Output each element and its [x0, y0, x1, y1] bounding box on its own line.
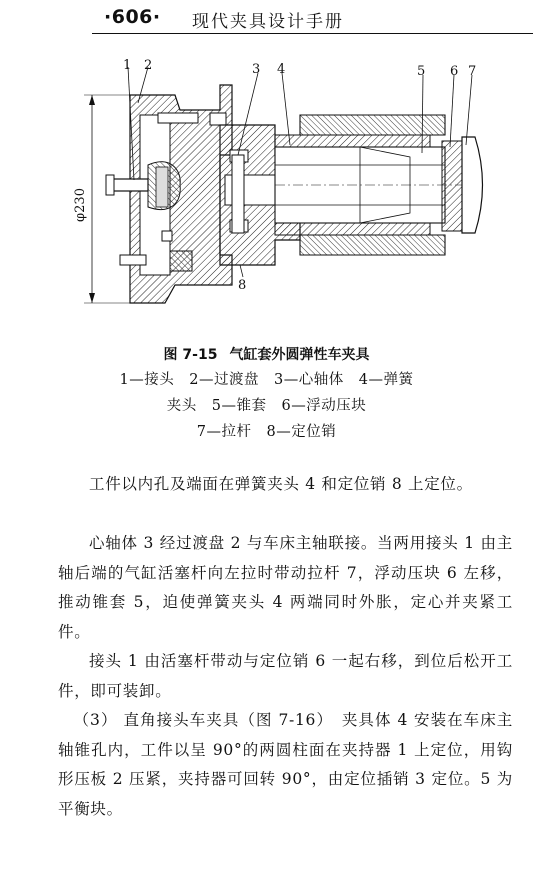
body-paragraph: 接头 1 由活塞杆带动与定位销 6 一起右移，到位后松开工件，即可装卸。	[58, 652, 513, 700]
body-paragraph: 心轴体 3 经过渡盘 2 与车床主轴联接。当两用接头 1 由主轴后端的气缸活塞杆向左拉时带动拉杆 7，浮动压块 6 左移，推动锥套 5，迫使弹簧夹头 4 两端同时外胀，定心并夹紧工件。	[58, 534, 513, 641]
legend-line: 7—拉杆 8—定位销	[196, 424, 337, 440]
body-paragraph: （3） 直角接头车夹具（图 7-16） 夹具体 4 安装在车床主轴锥孔内，工件以呈 90°的两圆柱面在夹持器 1 上定位，用钩形压板 2 压紧，夹持器可回转 90°，由定位插销 3 定位。5 为平衡块。	[58, 711, 513, 818]
figure-caption	[0, 344, 533, 364]
label-part-1: 1	[123, 58, 132, 73]
label-part-2: 2	[144, 58, 153, 73]
header-rule	[92, 33, 533, 34]
floating-press-block	[442, 141, 462, 231]
spring-collet	[275, 135, 465, 235]
label-part-8: 8	[238, 278, 247, 293]
figure-number: 图 7-15	[163, 347, 218, 363]
fixture-drawing-svg	[70, 55, 510, 320]
label-part-5: 5	[417, 64, 426, 79]
book-title: 现代夹具设计手册	[192, 12, 344, 32]
locating-pin	[232, 155, 244, 233]
page-header	[92, 2, 533, 32]
label-part-3: 3	[252, 62, 261, 77]
legend-line: 夹头 5—锥套 6—浮动压块	[166, 398, 367, 414]
figure-7-15-drawing	[70, 55, 510, 320]
pull-rod-head	[462, 137, 483, 233]
legend-line: 1—接头 2—过渡盘 3—心轴体 4—弹簧	[119, 372, 414, 388]
label-part-7: 7	[468, 64, 477, 79]
figure-title: 气缸套外圆弹性车夹具	[229, 347, 370, 363]
label-part-6: 6	[450, 64, 459, 79]
dimension-label: φ230	[73, 188, 88, 222]
label-part-4: 4	[277, 62, 286, 77]
body-paragraph: 工件以内孔及端面在弹簧夹头 4 和定位销 8 上定位。	[89, 475, 473, 493]
page-number: ·606·	[104, 6, 161, 28]
